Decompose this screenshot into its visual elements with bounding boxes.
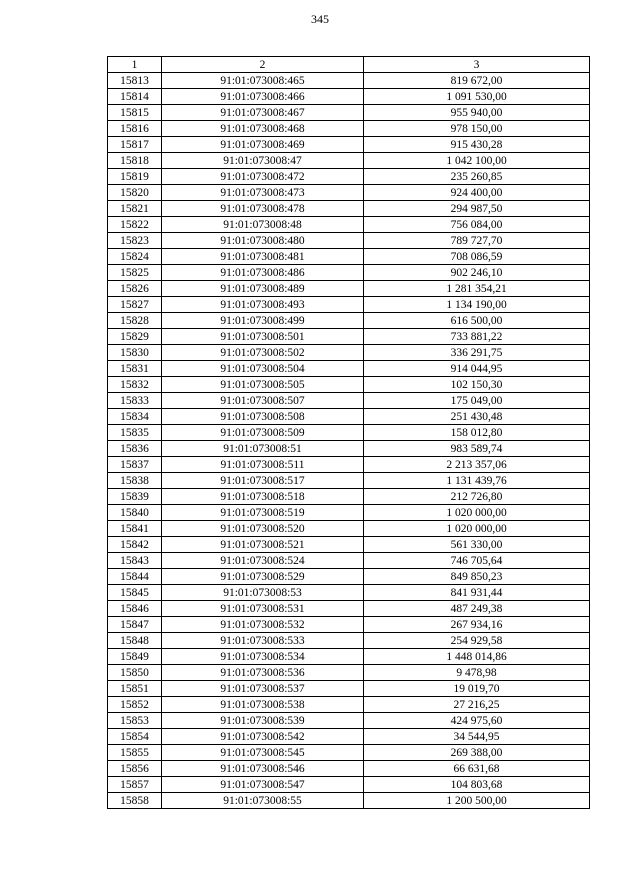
cadastral-number-cell: 91:01:073008:546 [162,761,364,777]
table-row [108,249,590,265]
table-row [108,345,590,361]
header-cell-2: 2 [162,57,364,73]
cadastral-number-cell: 91:01:073008:507 [162,393,364,409]
value-cell: 487 249,38 [364,601,590,617]
table-row [108,137,590,153]
value-cell: 1 042 100,00 [364,153,590,169]
row-number-cell: 15833 [108,393,162,409]
cadastral-number-cell: 91:01:073008:469 [162,137,364,153]
cadastral-number-cell: 91:01:073008:521 [162,537,364,553]
row-number-cell: 15853 [108,713,162,729]
table-row [108,473,590,489]
table-row [108,313,590,329]
row-number-cell: 15831 [108,361,162,377]
table-row [108,169,590,185]
table-row [108,601,590,617]
cadastral-number-cell: 91:01:073008:55 [162,793,364,809]
row-number-cell: 15834 [108,409,162,425]
value-cell: 1 091 530,00 [364,89,590,105]
table-row [108,185,590,201]
row-number-cell: 15813 [108,73,162,89]
table-row [108,649,590,665]
row-number-cell: 15843 [108,553,162,569]
cadastral-number-cell: 91:01:073008:466 [162,89,364,105]
cadastral-number-cell: 91:01:073008:501 [162,329,364,345]
value-cell: 269 388,00 [364,745,590,761]
cadastral-number-cell: 91:01:073008:465 [162,73,364,89]
page-number: 345 [311,12,329,26]
value-cell: 915 430,28 [364,137,590,153]
value-cell: 789 727,70 [364,233,590,249]
cadastral-number-cell: 91:01:073008:468 [162,121,364,137]
header-cell-3: 3 [364,57,590,73]
row-number-cell: 15845 [108,585,162,601]
cadastral-number-cell: 91:01:073008:489 [162,281,364,297]
table-row [108,73,590,89]
cadastral-number-cell: 91:01:073008:502 [162,345,364,361]
value-cell: 27 216,25 [364,697,590,713]
value-cell: 849 850,23 [364,569,590,585]
row-number-cell: 15850 [108,665,162,681]
row-number-cell: 15844 [108,569,162,585]
value-cell: 9 478,98 [364,665,590,681]
cadastral-number-cell: 91:01:073008:537 [162,681,364,697]
row-number-cell: 15829 [108,329,162,345]
row-number-cell: 15824 [108,249,162,265]
row-number-cell: 15836 [108,441,162,457]
row-number-cell: 15837 [108,457,162,473]
table-row [108,777,590,793]
cadastral-number-cell: 91:01:073008:539 [162,713,364,729]
value-cell: 1 448 014,86 [364,649,590,665]
row-number-cell: 15842 [108,537,162,553]
row-number-cell: 15840 [108,505,162,521]
table-row [108,633,590,649]
value-cell: 902 246,10 [364,265,590,281]
value-cell: 1 281 354,21 [364,281,590,297]
cadastral-number-cell: 91:01:073008:529 [162,569,364,585]
table-row [108,217,590,233]
row-number-cell: 15821 [108,201,162,217]
table-row [108,265,590,281]
value-cell: 267 934,16 [364,617,590,633]
table-row [108,617,590,633]
row-number-cell: 15825 [108,265,162,281]
cadastral-number-cell: 91:01:073008:480 [162,233,364,249]
table-row [108,393,590,409]
row-number-cell: 15848 [108,633,162,649]
cadastral-number-cell: 91:01:073008:518 [162,489,364,505]
table-row [108,729,590,745]
cadastral-number-cell: 91:01:073008:47 [162,153,364,169]
header-cell-1: 1 [108,57,162,73]
table-body [108,73,590,809]
row-number-cell: 15856 [108,761,162,777]
table-row [108,121,590,137]
value-cell: 914 044,95 [364,361,590,377]
row-number-cell: 15835 [108,425,162,441]
value-cell: 746 705,64 [364,553,590,569]
cadastral-number-cell: 91:01:073008:547 [162,777,364,793]
row-number-cell: 15858 [108,793,162,809]
table-row [108,745,590,761]
cadastral-number-cell: 91:01:073008:486 [162,265,364,281]
row-number-cell: 15849 [108,649,162,665]
table-row [108,441,590,457]
row-number-cell: 15838 [108,473,162,489]
cadastral-number-cell: 91:01:073008:472 [162,169,364,185]
cadastral-number-cell: 91:01:073008:509 [162,425,364,441]
value-cell: 336 291,75 [364,345,590,361]
cadastral-number-cell: 91:01:073008:520 [162,521,364,537]
row-number-cell: 15852 [108,697,162,713]
cadastral-number-cell: 91:01:073008:48 [162,217,364,233]
value-cell: 34 544,95 [364,729,590,745]
table-row [108,521,590,537]
value-cell: 66 631,68 [364,761,590,777]
value-cell: 294 987,50 [364,201,590,217]
table-row [108,105,590,121]
row-number-cell: 15815 [108,105,162,121]
value-cell: 756 084,00 [364,217,590,233]
value-cell: 1 020 000,00 [364,521,590,537]
cadastral-number-cell: 91:01:073008:545 [162,745,364,761]
value-cell: 235 260,85 [364,169,590,185]
table-row [108,457,590,473]
row-number-cell: 15839 [108,489,162,505]
cadastral-number-cell: 91:01:073008:511 [162,457,364,473]
table-row [108,585,590,601]
row-number-cell: 15816 [108,121,162,137]
cadastral-number-cell: 91:01:073008:519 [162,505,364,521]
cadastral-number-cell: 91:01:073008:538 [162,697,364,713]
row-number-cell: 15820 [108,185,162,201]
table-row [108,665,590,681]
table-row [108,89,590,105]
data-table [107,56,590,809]
cadastral-number-cell: 91:01:073008:542 [162,729,364,745]
table-row [108,569,590,585]
table-row [108,761,590,777]
row-number-cell: 15827 [108,297,162,313]
cadastral-number-cell: 91:01:073008:53 [162,585,364,601]
cadastral-number-cell: 91:01:073008:524 [162,553,364,569]
table-row [108,201,590,217]
table-row [108,553,590,569]
table-row [108,537,590,553]
table-row [108,377,590,393]
value-cell: 955 940,00 [364,105,590,121]
cadastral-number-cell: 91:01:073008:478 [162,201,364,217]
value-cell: 924 400,00 [364,185,590,201]
value-cell: 841 931,44 [364,585,590,601]
value-cell: 104 803,68 [364,777,590,793]
value-cell: 158 012,80 [364,425,590,441]
value-cell: 1 131 439,76 [364,473,590,489]
table-row [108,713,590,729]
value-cell: 819 672,00 [364,73,590,89]
table-row [108,505,590,521]
value-cell: 251 430,48 [364,409,590,425]
cadastral-number-cell: 91:01:073008:531 [162,601,364,617]
row-number-cell: 15822 [108,217,162,233]
value-cell: 978 150,00 [364,121,590,137]
row-number-cell: 15832 [108,377,162,393]
cadastral-number-cell: 91:01:073008:532 [162,617,364,633]
cadastral-number-cell: 91:01:073008:467 [162,105,364,121]
value-cell: 2 213 357,06 [364,457,590,473]
cadastral-number-cell: 91:01:073008:493 [162,297,364,313]
table-row [108,329,590,345]
row-number-cell: 15847 [108,617,162,633]
cadastral-number-cell: 91:01:073008:499 [162,313,364,329]
cadastral-number-cell: 91:01:073008:534 [162,649,364,665]
cadastral-number-cell: 91:01:073008:508 [162,409,364,425]
cadastral-number-cell: 91:01:073008:504 [162,361,364,377]
row-number-cell: 15828 [108,313,162,329]
cadastral-number-cell: 91:01:073008:536 [162,665,364,681]
table-row [108,153,590,169]
table-row [108,793,590,809]
row-number-cell: 15818 [108,153,162,169]
table-row [108,409,590,425]
value-cell: 19 019,70 [364,681,590,697]
row-number-cell: 15826 [108,281,162,297]
row-number-cell: 15814 [108,89,162,105]
table-row [108,361,590,377]
row-number-cell: 15830 [108,345,162,361]
cadastral-number-cell: 91:01:073008:473 [162,185,364,201]
value-cell: 175 049,00 [364,393,590,409]
table-row [108,697,590,713]
table-header-row [108,57,590,73]
row-number-cell: 15846 [108,601,162,617]
value-cell: 424 975,60 [364,713,590,729]
value-cell: 102 150,30 [364,377,590,393]
value-cell: 616 500,00 [364,313,590,329]
table-row [108,681,590,697]
value-cell: 733 881,22 [364,329,590,345]
cadastral-number-cell: 91:01:073008:533 [162,633,364,649]
value-cell: 1 134 190,00 [364,297,590,313]
table-row [108,297,590,313]
table-row [108,489,590,505]
table-row [108,425,590,441]
row-number-cell: 15841 [108,521,162,537]
table-row [108,281,590,297]
cadastral-number-cell: 91:01:073008:481 [162,249,364,265]
value-cell: 708 086,59 [364,249,590,265]
cadastral-number-cell: 91:01:073008:517 [162,473,364,489]
cadastral-number-cell: 91:01:073008:505 [162,377,364,393]
table-row [108,233,590,249]
value-cell: 1 020 000,00 [364,505,590,521]
value-cell: 254 929,58 [364,633,590,649]
value-cell: 1 200 500,00 [364,793,590,809]
row-number-cell: 15854 [108,729,162,745]
row-number-cell: 15857 [108,777,162,793]
row-number-cell: 15855 [108,745,162,761]
row-number-cell: 15817 [108,137,162,153]
row-number-cell: 15823 [108,233,162,249]
value-cell: 212 726,80 [364,489,590,505]
value-cell: 983 589,74 [364,441,590,457]
row-number-cell: 15819 [108,169,162,185]
cadastral-number-cell: 91:01:073008:51 [162,441,364,457]
row-number-cell: 15851 [108,681,162,697]
value-cell: 561 330,00 [364,537,590,553]
